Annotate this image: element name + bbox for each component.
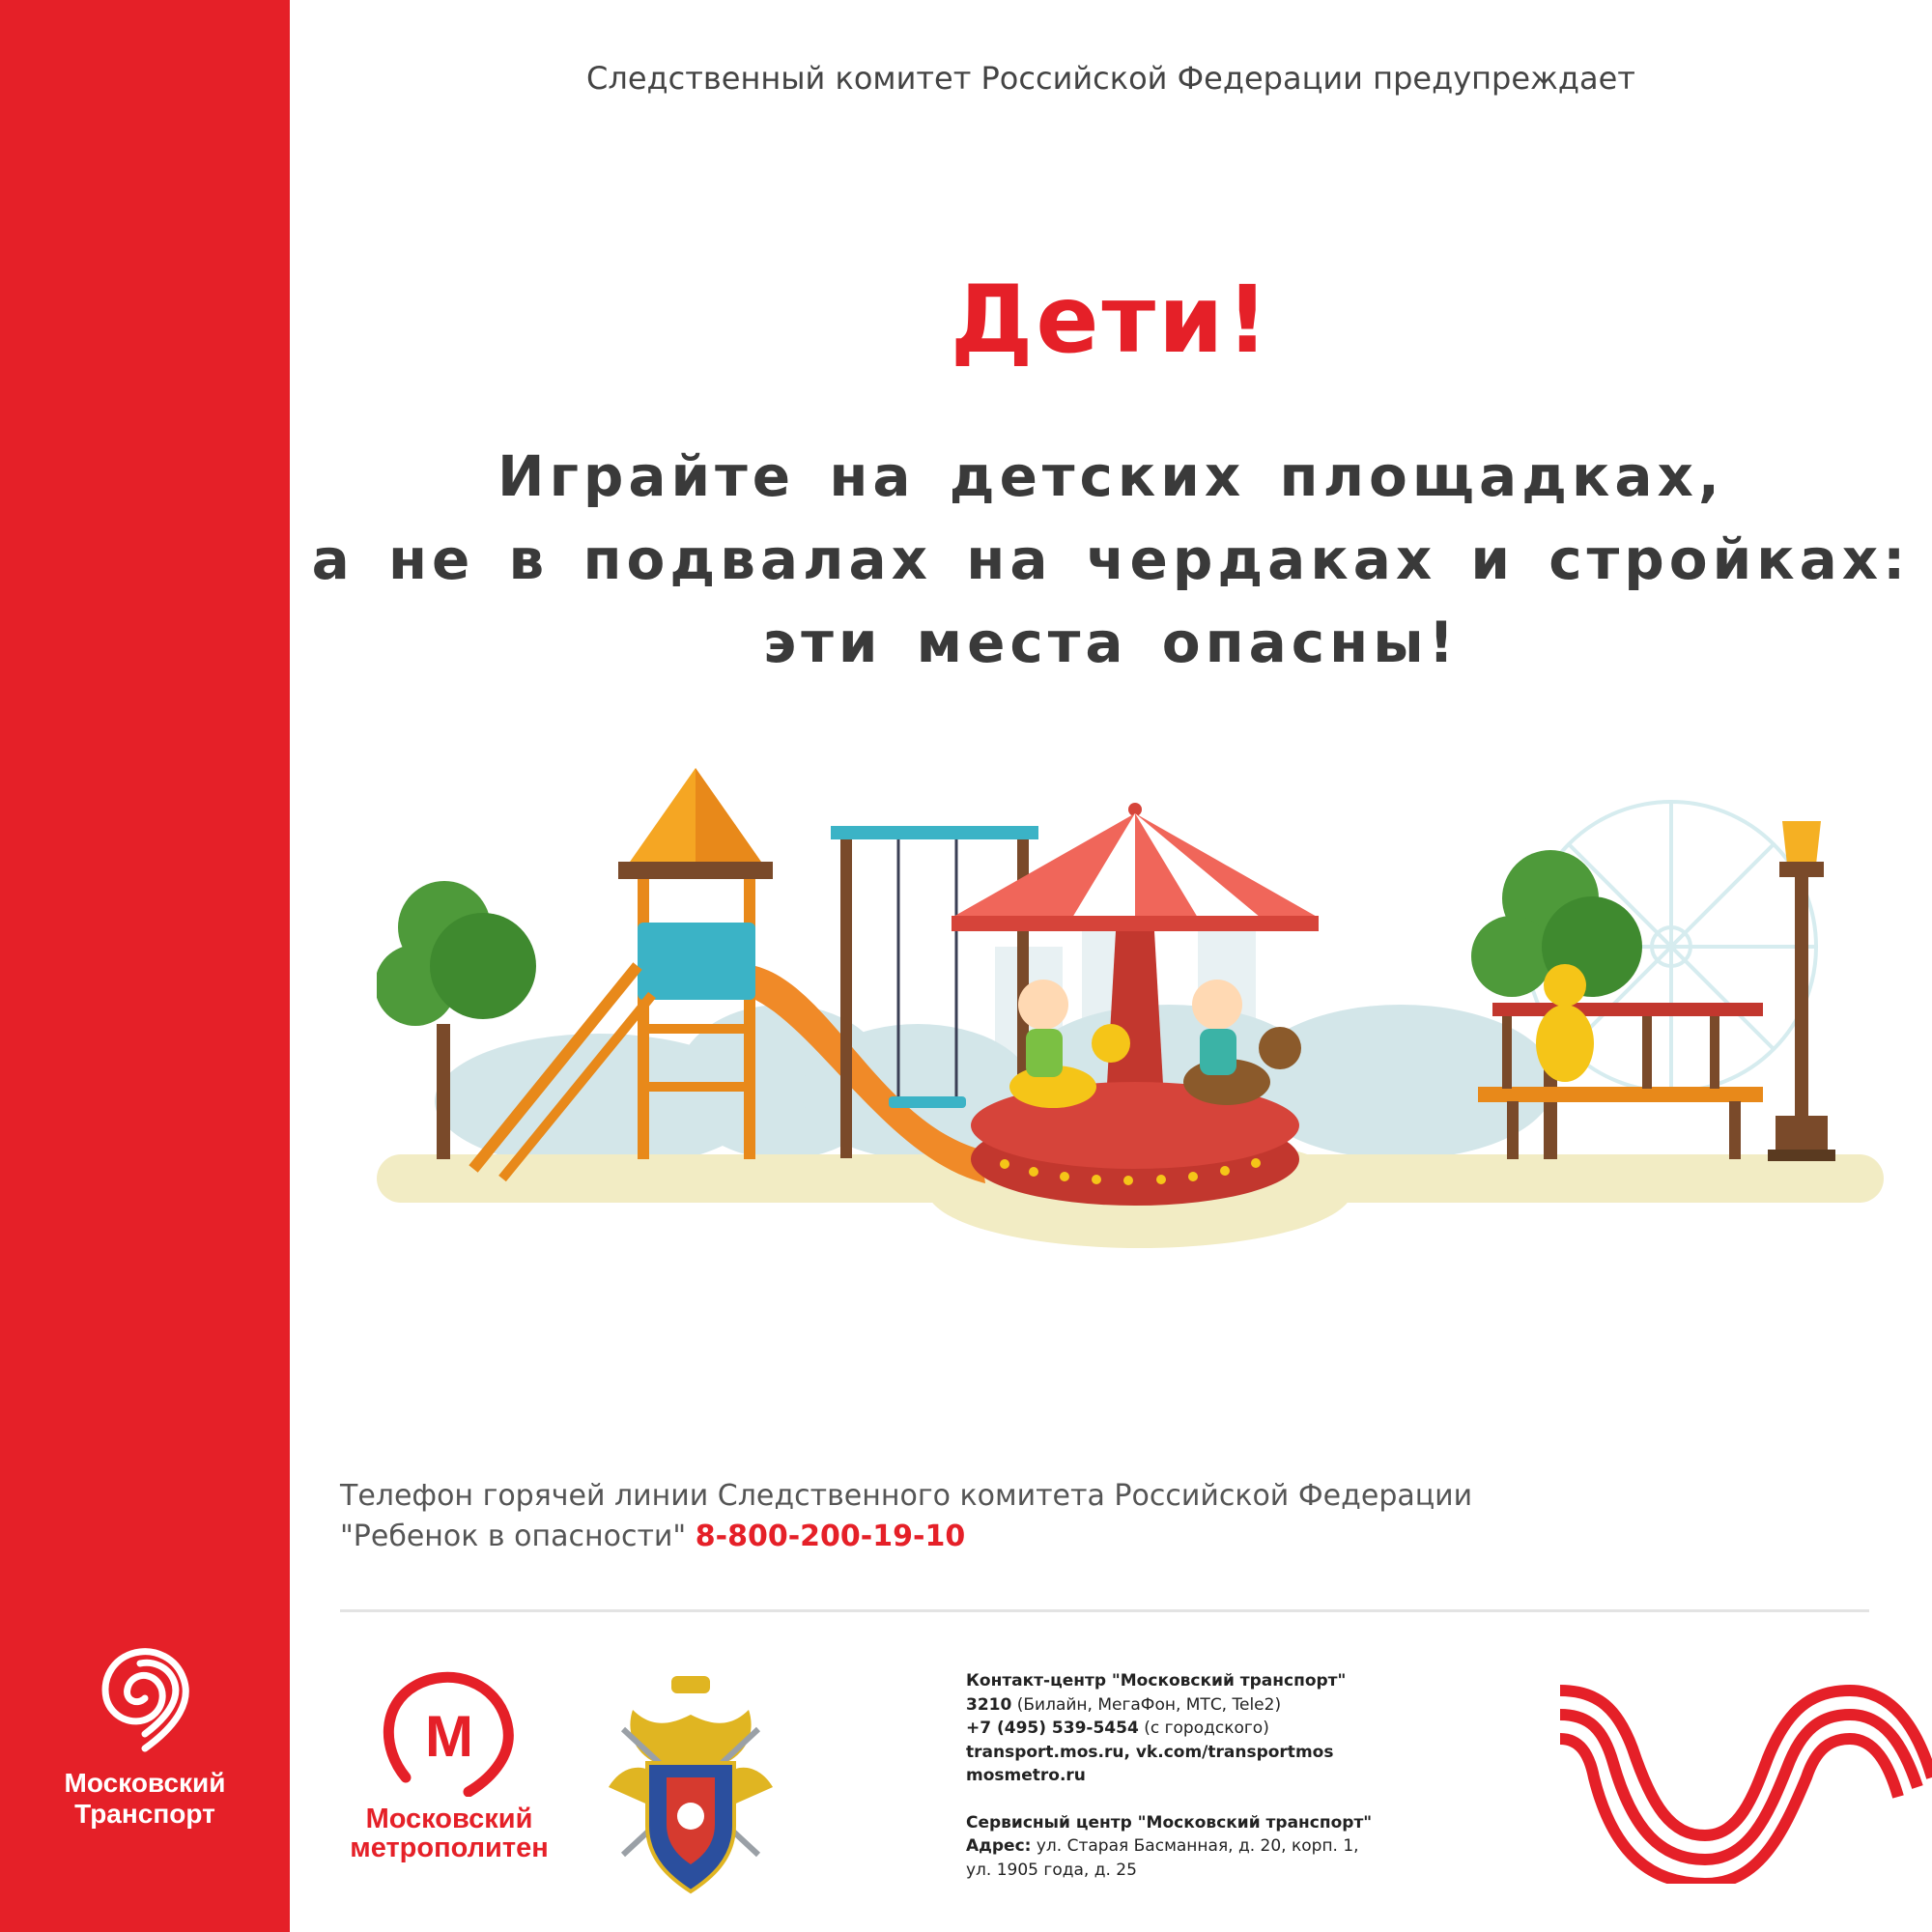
hotline-block [340, 1476, 1596, 1557]
contact-short-number: 3210 [966, 1694, 1012, 1715]
investigative-committee-emblem-icon [604, 1671, 778, 1903]
street-lamp [1768, 821, 1835, 1161]
message-line-2: а не в подвалах на чердаках и стройках: [311, 526, 1911, 592]
contact-center-title: Контакт-центр "Московский транспорт" [966, 1671, 1347, 1690]
hotline-phone: 8-800-200-19-10 [695, 1520, 966, 1553]
page-title: Дети! [950, 266, 1272, 374]
contact-phone: +7 (495) 539-5454 [966, 1719, 1139, 1738]
address-line-2: ул. 1905 года, д. 25 [966, 1860, 1137, 1880]
contact-site-metro[interactable]: mosmetro.ru [966, 1766, 1086, 1785]
playground-illustration [377, 753, 1884, 1265]
contact-sites[interactable]: transport.mos.ru, vk.com/transportmos [966, 1742, 1334, 1762]
transport-logo-line2: Транспорт [74, 1799, 215, 1829]
metro-letter: М [425, 1704, 473, 1769]
header-warning: Следственный комитет Российской Федерации предупреждает [586, 60, 1635, 97]
transport-logo-line1: Московский [64, 1768, 226, 1798]
metro-logo-icon [377, 1671, 522, 1797]
service-center-title: Сервисный центр "Московский транспорт" [966, 1812, 1373, 1833]
contact-info [966, 1669, 1410, 1882]
teddy-bear [1544, 964, 1586, 1007]
address-line-1: ул. Старая Басманная, д. 20, корп. 1, [1031, 1836, 1359, 1856]
address-label: Адрес: [966, 1836, 1032, 1856]
metro-logo-line1: Московский [365, 1804, 533, 1834]
moscow-transport-logo [39, 1642, 251, 1884]
footer-divider [340, 1609, 1869, 1612]
wave-pattern-icon [1560, 1671, 1932, 1884]
message-line-3: эти места опасны! [762, 610, 1460, 675]
transport-logo-icon [87, 1642, 203, 1758]
hotline-label: "Ребенок в опасности" [340, 1520, 687, 1553]
hotline-line-2 [340, 1517, 1596, 1557]
contact-phone-note: (с городского) [1138, 1719, 1269, 1738]
message-line-1: Играйте на детских площадках, [497, 443, 1724, 509]
contact-short-number-note: (Билайн, МегаФон, МТС, Tele2) [1011, 1694, 1282, 1715]
hotline-line-1: Телефон горячей линии Следственного комитета Российской Федерации [340, 1479, 1473, 1513]
metro-logo-line2: метрополитен [350, 1833, 549, 1863]
moscow-metro-logo [333, 1671, 565, 1893]
main-message [290, 435, 1932, 684]
